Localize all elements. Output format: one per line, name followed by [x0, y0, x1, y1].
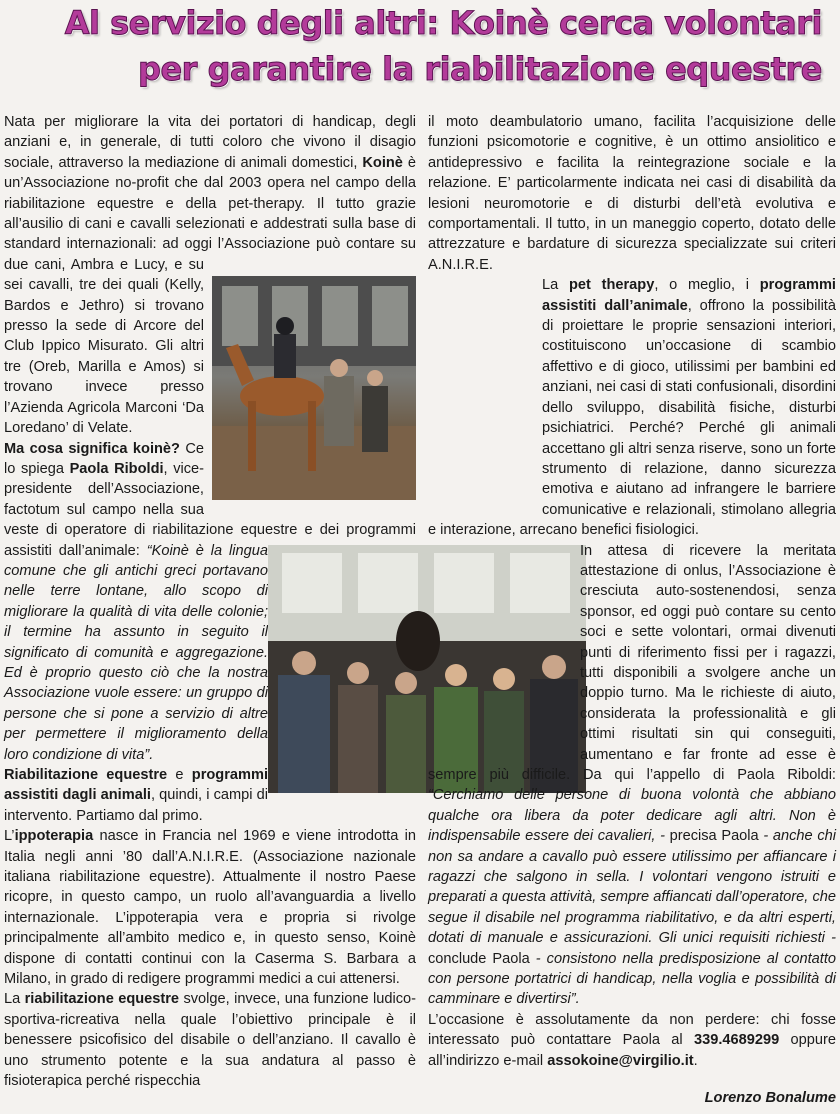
headline-line-1: Al servizio degli altri: Koinè cerca volontari	[64, 4, 822, 42]
right-p4-text-a: L’occasione è assolutamente da non perdere: chi fosse interessato può contattare Paola al	[428, 1011, 836, 1049]
right-p3-text: In attesa di ricevere la meritata attestazione di onlus, l’Associazione è cresciuta auto-sostenendosi, senza sponsor, ed oggi può contare su cento soci e sette volontari, ormai divenuti punti di riferimento fissi per i ragazzi, tutti disponibili a svolgere anche un doppio turno. Ma le richieste di aiuto, considerata la professionalità e gli ottimi risultati sin qui conseguiti, aumentano e far fronte ad esse è sempre più difficile. Da qui l’appello di Paola Riboldi:	[428, 542, 836, 783]
right-p2-bold-2: programmi assistiti dall’animale	[542, 277, 836, 314]
left-p2-text-a: Ce lo spiega	[4, 440, 204, 477]
right-p2-text-c: , offrono la possibilità di proiettare le proprie sensazioni interiori, costituiscono un’occasione di scambio affettivo e di gioco, utilissimi per bambini ed anziani, nei casi di stati confusionali, disordini dello sviluppo, disabilità fisiche, disturbi psichiatrici. Perché? Perché gli animali accettano gli altri senza riserve, sono un forte strumento di relazione, danno sicurezza emotiva e aiutano ad infrangere le barriere comunicative e relazionali, stimolano allegria e interazione, arrecano benefici fisiologici.	[428, 297, 836, 539]
left-p1-koine: Koinè	[362, 154, 403, 171]
left-p5-text-a: La	[4, 991, 25, 1008]
left-p4-bold: ippoterapia	[14, 828, 94, 845]
right-p4-text-c: .	[693, 1052, 698, 1069]
left-p2-name: Paola Riboldi	[69, 460, 164, 477]
left-p2-quote: “Koinè è la lingua comune che gli antichi greci portavano nelle terre lontane, allo scopo di migliorare la qualità di vita delle colonie; il termine ha assunto in seguito il significato di comunità e aggregazione. Ed è proprio questo ciò che la nostra Associazione vuole essere: un gruppo di persone che si pone a servizio di altre per permettere il miglioramento della loro condizione di vita”.	[4, 542, 268, 763]
author-signature: Lorenzo Bonalume	[704, 1090, 836, 1106]
right-p3-quote-2: - anche chi non sa andare a cavallo può essere utilissimo per affiancare i ragazzi che salgono in sella. I volontari vengono istruiti e preparati a questa attività, sempre affiancati dall’operatore, che segue il disabile nel programma riabilitativo, e da altri esperti, dotati di manuale e assicurazioni. Gli unici requisiti richiesti -	[428, 828, 836, 947]
right-column	[428, 112, 836, 1092]
left-p1-text-b: è un’Associazione no-profit che dal 2003 opera nel campo della riabilitazione equestre e della pet-therapy. Il tutto grazie all’ausilio di cani e cavalli selezionati e addestrati sulla base di standard internazionali: ad oggi l’Associazione può contare su due cani, Ambra e Lucy, e su sei cavalli, tre dei quali (Kelly, Bardos e Jethro) si trovano presso la sede di Arcore del Club Ippico Misurato. Gli altri tre (Oreb, Marilla e Amos) si trovano invece presso l’Azienda Agricola Marconi ‘Da Loredano’ di Velate.	[4, 154, 416, 437]
contact-email: assokoine@virgilio.it	[547, 1052, 694, 1069]
right-photo-spacer-1	[428, 275, 538, 501]
contact-phone: 339.4689299	[694, 1032, 780, 1049]
right-p4-text-b: oppure all’indirizzo e-mail	[428, 1032, 836, 1069]
article-headline	[0, 0, 840, 96]
photo-horse-rider	[212, 276, 416, 500]
headline-line-2: per garantire la riabilitazione equestre	[138, 50, 822, 88]
left-p4-text-b: nasce in Francia nel 1969 e viene introdotta in Italia negli anni ’80 dall’A.N.I.R.E. (Associazione nazionale italiana riabilitazione equestre). Attualmente il nostro Paese ricopre, in questo campo, un ruolo all’avanguardia a livello internazionale. L’ippoterapia vera e propria si rivolge principalmente all’ambito medico e, in questo senso, Koinè dispone di contatti continui con la Caserma S. Barbara a Milano, in grado di redigere programmi medici a cui attenersi.	[4, 828, 416, 988]
right-p2-text-a: La	[542, 277, 569, 294]
right-p3-mid-2: conclude Paola	[428, 950, 530, 967]
right-p2-text-b: , o meglio, i	[654, 277, 760, 294]
right-p2-bold-1: pet therapy	[568, 277, 655, 294]
right-p3-quote-1: “Cerchiamo delle persone di buona volontà che abbiano qualche ora libera da poter dedicare agli altri. Non è indispensabile essere dei cavalieri, -	[428, 787, 836, 845]
right-photo-spacer-2	[428, 541, 576, 755]
left-p2-question: Ma cosa significa koinè?	[4, 440, 180, 457]
left-p4-text-a: L’	[4, 828, 15, 845]
left-column	[4, 112, 416, 1092]
left-p5-text-b: svolge, invece, una funzione ludico-sportiva-ricreativa nella quale l’obiettivo principale è il benessere psicofisico del disabile o dell’anziano. Il cavallo è uno strumento potente e la sua andatura al passo è fisioterapica perché rispecchia	[4, 991, 416, 1090]
left-p2-text-b: , vice-presidente dell’Associazione, factotum sul campo nella sua veste di operatore di riabilitazione equestre e dei programmi assistiti dall’animale:	[4, 460, 416, 559]
left-p5-bold: riabilitazione equestre	[24, 991, 180, 1008]
right-p3-quote-3: - consistono nella predisposizione al contatto con persone portatrici di handicap, nella voglia e possibilità di camminare e divertirsi”.	[428, 950, 836, 1008]
left-p3-and: e	[167, 767, 192, 783]
left-p1-text-a: Nata per migliorare la vita dei portatori di handicap, degli anziani e, in generale, di tutti coloro che vivono il disagio sociale, attraverso la mediazione di animali domestici,	[4, 114, 416, 171]
left-p3-text: , quindi, i campi di intervento. Partiamo dal primo.	[4, 787, 268, 824]
right-p1: il moto deambulatorio umano, facilita l’acquisizione delle funzioni psicomotorie e cognitive, è un ottimo ansiolitico e antidepressivo e facilita la reintegrazione sociale e la relazione. E’ particolarmente indicata nei casi di disabilità da lesioni neuromotorie e di disturbi dell’età evolutiva e comportamentali. Il tutto, in un maneggio coperto, dotato delle attrezzature e bardature di sicurezza specializzate sui criteri A.N.I.R.E.	[428, 114, 836, 273]
left-p3-bold-1: Riabilitazione equestre	[4, 767, 168, 783]
horse-rider-illustration	[212, 276, 416, 500]
left-p3-bold-2: programmi assistiti dagli animali	[4, 767, 269, 804]
right-p3-mid-1: precisa Paola	[669, 828, 759, 845]
